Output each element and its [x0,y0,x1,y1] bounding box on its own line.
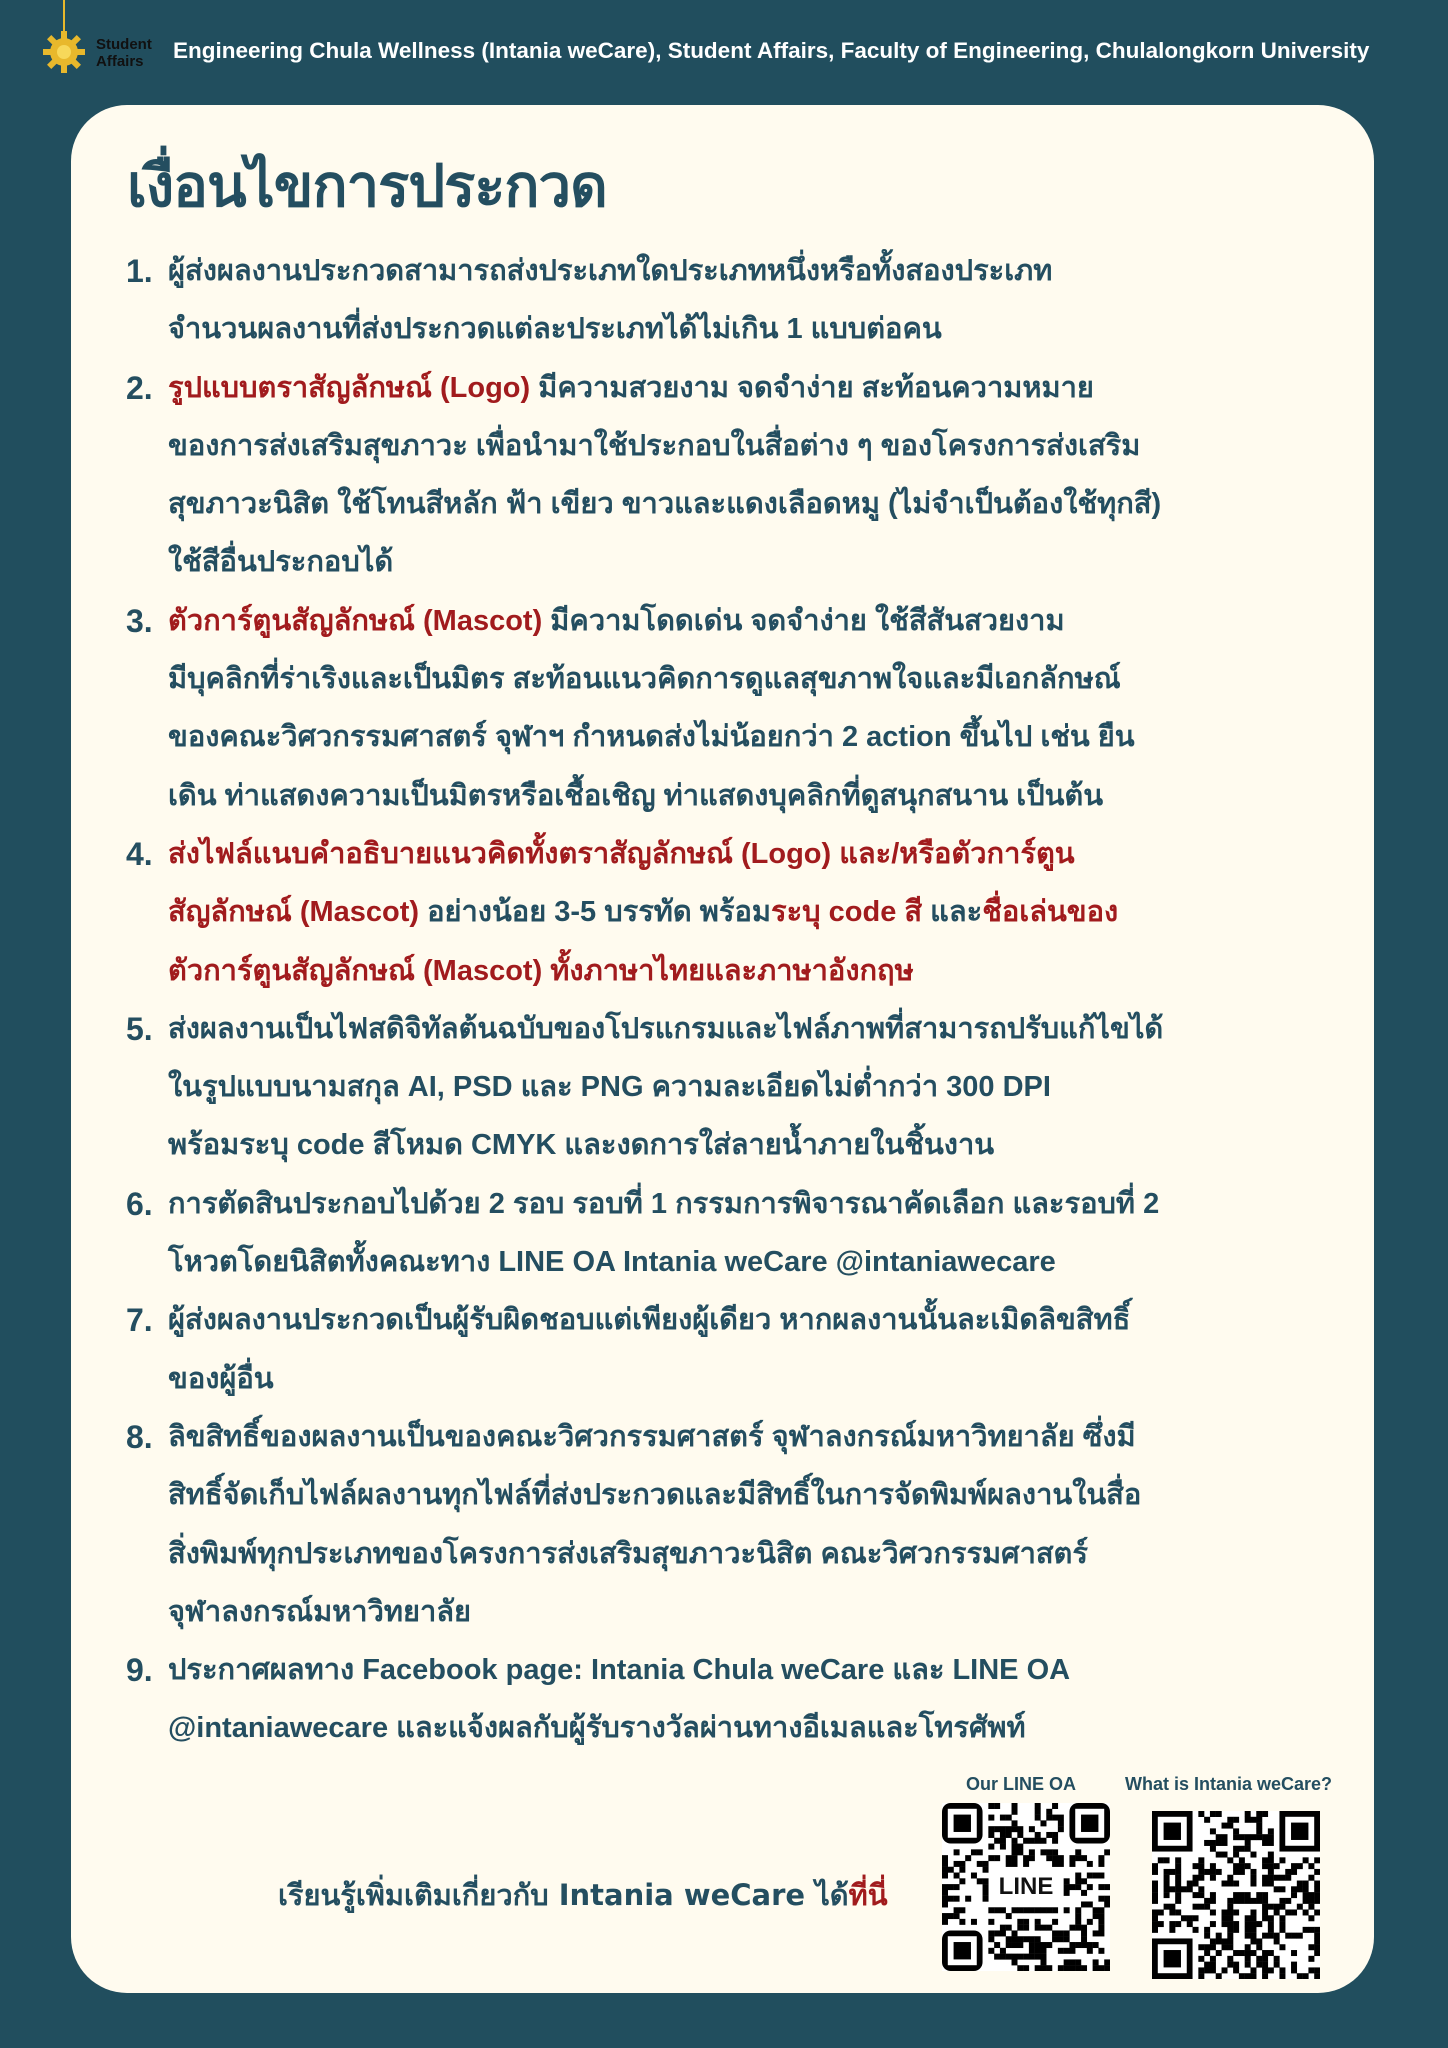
rule-line [168,1058,1346,1116]
rule-line [168,1350,1346,1408]
rule-text: ส่งผลงานเป็นไฟสดิจิทัลต้นฉบับของโปรแกรมและไฟล์ภาพที่สามารถปรับแก้ไขได้ [168,1012,1164,1045]
highlighted-text: ระบุ code สี [771,896,923,929]
sun-gear-icon [42,30,86,74]
rule-text: สิ่งพิมพ์ทุกประเภทของโครงการส่งเสริมสุขภาวะนิสิต คณะวิศวกรรมศาสตร์ [168,1537,1088,1570]
rule-number: 7. [126,1302,153,1339]
rule-line [168,592,1346,650]
rule-text: ของคณะวิศวกรรมศาสตร์ จุฬาฯ กำหนดส่งไม่น้อยกว่า 2 action ขึ้นไป เช่น ยืน [168,721,1135,754]
rule-line [168,1291,1346,1349]
qr-label-what-is-wecare: What is Intania weCare? [1125,1774,1333,1794]
highlighted-text: ตัวการ์ตูนสัญลักษณ์ (Mascot) [168,604,543,637]
page-title: เงื่อนไขการประกวด [127,152,607,220]
rule-number: 3. [126,602,153,639]
rule-text: สุขภาวะนิสิต ใช้โทนสีหลัก ฟ้า เขียว ขาวและแดงเลือดหมู (ไม่จำเป็นต้องใช้ทุกสี) [168,488,1162,521]
rule-line [168,650,1346,708]
rule-line [168,1408,1346,1466]
logo-text-line2: Affairs [96,53,144,70]
rule-text: มีบุคลิกที่ร่าเริงและเป็นมิตร สะท้อนแนวคิดการดูแลสุขภาพใจและมีเอกลักษณ์ [168,663,1121,696]
rule-line [168,1000,1346,1058]
rule-text: ลิขสิทธิ์ของผลงานเป็นของคณะวิศวกรรมศาสตร์ จุฬาลงกรณ์มหาวิทยาลัย ซึ่งมี [168,1420,1136,1453]
rule-text: สิทธิ์จัดเก็บไฟล์ผลงานทุกไฟล์ที่ส่งประกวดและมีสิทธิ์ในการจัดพิมพ์ผลงานในสื่อ [168,1479,1142,1512]
rule-item [126,1000,1346,1175]
header-title: Engineering Chula Wellness (Intania weCare), Student Affairs, Faculty of Engineering, Chulalongkorn University [173,38,1370,63]
rule-text: อย่างน้อย 3-5 บรรทัด พร้อม [419,896,772,929]
rule-text: เดิน ท่าแสดงความเป็นมิตรหรือเชื้อเชิญ ท่าแสดงบุคลิกที่ดูสนุกสนาน เป็นต้น [168,779,1104,812]
rule-line [168,825,1346,883]
rule-line [168,242,1346,300]
rule-item [126,1291,1346,1408]
rule-item [126,1641,1346,1758]
learn-more-text [278,1872,888,1918]
rule-line [168,767,1346,825]
rule-item [126,359,1346,592]
rule-number: 1. [126,253,153,289]
logo-text-line1: Student [96,36,152,53]
rule-item [126,1175,1346,1292]
rule-text: ใช้สีอื่นประกอบได้ [168,546,394,579]
rule-line [168,708,1346,766]
rules-list [126,242,1346,1758]
rule-line [168,1525,1346,1583]
rule-text: มีความโดดเด่น จดจำง่าย ใช้สีสันสวยงาม [542,604,1065,637]
highlighted-text: สัญลักษณ์ (Mascot) [168,896,420,929]
rule-line [168,1466,1346,1524]
rule-number: 8. [126,1418,153,1455]
rule-line [168,1175,1346,1233]
rule-text: ในรูปแบบนามสกุล AI, PSD และ PNG ความละเอียดไม่ต่ำกว่า 300 DPI [168,1071,1051,1104]
rule-number: 4. [126,835,153,872]
rule-text: โหวตโดยนิสิตทั้งคณะทาง LINE OA Intania weCare @intaniawecare [168,1246,1056,1279]
rule-item [126,1408,1346,1641]
rule-line [168,1583,1346,1641]
highlighted-text: ส่งไฟล์แนบคำอธิบายแนวคิดทั้งตราสัญลักษณ์ (Logo) และ/หรือตัวการ์ตูน [168,837,1075,870]
rule-item [126,242,1346,359]
rule-line [168,1233,1346,1291]
rule-item [126,592,1346,825]
rule-text: จุฬาลงกรณ์มหาวิทยาลัย [168,1595,472,1628]
content-card [71,105,1374,1993]
rule-line [168,359,1346,417]
rule-line [168,1641,1346,1699]
rule-text: มีความสวยงาม จดจำง่าย สะท้อนความหมาย [530,371,1094,404]
rule-line [168,475,1346,533]
logo-text [96,36,152,70]
rule-text: จำนวนผลงานที่ส่งประกวดแต่ละประเภทได้ไม่เกิน 1 แบบต่อคน [168,313,942,346]
rule-number: 2. [126,369,153,406]
rule-text: @intaniawecare และแจ้งผลกับผู้รับรางวัลผ่านทางอีเมลและโทรศัพท์ [168,1712,1026,1745]
header [0,0,1448,104]
rule-line [168,1116,1346,1174]
rule-text: ผู้ส่งผลงานประกวดสามารถส่งประเภทใดประเภทหนึ่งหรือทั้งสองประเภท [168,255,1053,287]
student-affairs-logo [38,0,168,80]
highlighted-text: ตัวการ์ตูนสัญลักษณ์ (Mascot) ทั้งภาษาไทยและภาษาอังกฤษ [168,954,914,987]
rule-line [168,883,1346,941]
line-badge: LINE [992,1869,1060,1905]
rule-text: ประกาศผลทาง Facebook page: Intania Chula weCare และ LINE OA [168,1654,1071,1687]
highlighted-text: ชื่อเล่นของ [982,896,1119,929]
rule-line [168,300,1346,358]
rule-line [168,1699,1346,1757]
wecare-info-qr-code[interactable] [1152,1811,1320,1979]
rule-number: 6. [126,1185,153,1222]
rule-text: การตัดสินประกอบไปด้วย 2 รอบ รอบที่ 1 กรรมการพิจารณาคัดเลือก และรอบที่ 2 [168,1187,1160,1220]
rule-text: ของการส่งเสริมสุขภาวะ เพื่อนำมาใช้ประกอบในสื่อต่าง ๆ ของโครงการส่งเสริม [168,429,1141,462]
rule-item [126,825,1346,1000]
qr-label-line-oa: Our LINE OA [966,1774,1077,1794]
rule-number: 9. [126,1652,153,1689]
rule-line [168,942,1346,1000]
rule-text: ของผู้อื่น [168,1362,274,1395]
highlighted-text: รูปแบบตราสัญลักษณ์ (Logo) [168,371,531,404]
line-oa-qr-code[interactable] [942,1803,1110,1971]
learn-more-link[interactable]: ที่นี่ [848,1878,888,1912]
rule-number: 5. [126,1010,153,1047]
qr-code-icon [1152,1811,1320,1979]
rule-text: พร้อมระบุ code สีโหมด CMYK และงดการใส่ลายน้ำภายในชิ้นงาน [168,1129,995,1162]
rule-text: และ [922,896,983,929]
rule-line [168,417,1346,475]
rule-text: ผู้ส่งผลงานประกวดเป็นผู้รับผิดชอบแต่เพียงผู้เดียว หากผลงานนั้นละเมิดลิขสิทธิ์ [168,1304,1131,1337]
learn-more-label: เรียนรู้เพิ่มเติมเกี่ยวกับ Intania weCare ได้ [278,1878,849,1912]
rule-line [168,533,1346,591]
logo-pendant-line [63,0,65,34]
